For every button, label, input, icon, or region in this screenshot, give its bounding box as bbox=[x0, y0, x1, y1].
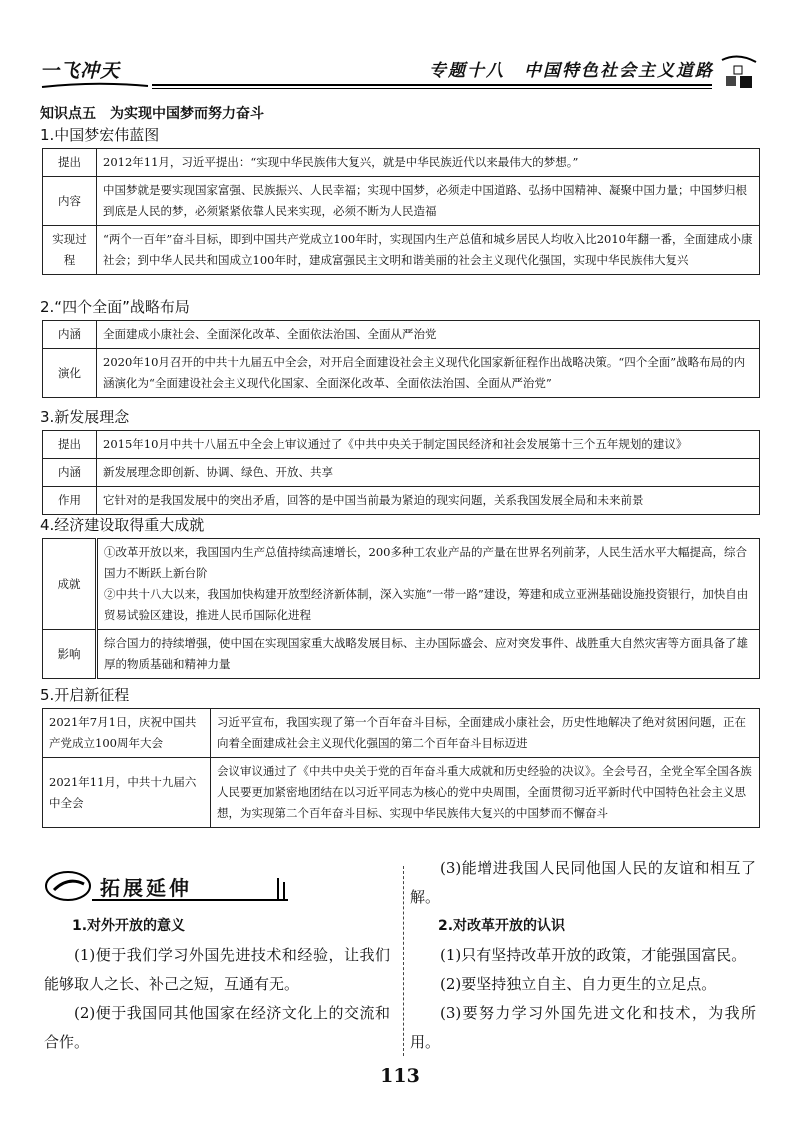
extension-heading: 2.对改革开放的认识 bbox=[438, 918, 566, 934]
brand-logo: 一飞冲天 bbox=[40, 60, 121, 82]
extension-paragraph: (3)能增进我国人民同他国人民的友谊和相互了解。 bbox=[410, 859, 756, 906]
section-title: 3.新发展理念 bbox=[40, 408, 130, 426]
page-header bbox=[40, 52, 760, 92]
row-label: 影响 bbox=[43, 630, 97, 679]
row-label: 作用 bbox=[43, 487, 97, 515]
column-divider bbox=[403, 866, 404, 1056]
row-label: 内容 bbox=[43, 177, 97, 226]
section-table bbox=[42, 708, 760, 828]
row-text: 全面建成小康社会、全面深化改革、全面依法治国、全面从严治党 bbox=[97, 321, 760, 349]
row-text: “两个一百年”奋斗目标，即到中国共产党成立100年时，实现国内生产总值和城乡居民人均收入比2010年翻一番，全面建成小康社会；到中华人民共和国成立100年时，建成富强民主文明和谐美丽的社会主义现代化强国，实现中华民族伟大复兴 bbox=[97, 226, 760, 275]
row-text: 新发展理念即创新、协调、绿色、开放、共享 bbox=[97, 459, 760, 487]
extension-paragraph: (2)便于我国同其他国家在经济文化上的交流和合作。 bbox=[44, 1004, 390, 1051]
table-row bbox=[43, 758, 760, 828]
row-label: 2021年7月1日，庆祝中国共产党成立100周年大会 bbox=[43, 709, 211, 758]
section-table bbox=[42, 320, 760, 398]
table-row bbox=[43, 630, 760, 679]
page-number: 113 bbox=[380, 1065, 420, 1087]
table-row bbox=[43, 177, 760, 226]
table-row bbox=[43, 459, 760, 487]
section-title: 1.中国梦宏伟蓝图 bbox=[40, 126, 160, 144]
row-label: 演化 bbox=[43, 349, 97, 398]
table-row bbox=[43, 431, 760, 459]
extension-paragraph: (3)要努力学习外国先进文化和技术，为我所用。 bbox=[410, 1004, 756, 1051]
row-text: 2020年10月召开的中共十九届五中全会，对开启全面建设社会主义现代化国家新征程作出战略决策。“四个全面”战略布局的内涵演化为“全面建设社会主义现代化国家、全面深化改革、全面依法治国、全面从严治党” bbox=[97, 349, 760, 398]
row-text: 2012年11月，习近平提出：“实现中华民族伟大复兴，就是中华民族近代以来最伟大的梦想。” bbox=[97, 149, 760, 177]
row-label: 实现过程 bbox=[43, 226, 97, 275]
header-title: 专题十八 中国特色社会主义道路 bbox=[429, 61, 714, 81]
table-row bbox=[43, 149, 760, 177]
row-label: 2021年11月，中共十九届六中全会 bbox=[43, 758, 211, 828]
table-row bbox=[43, 226, 760, 275]
row-label: 提出 bbox=[43, 149, 97, 177]
corner-decoration-icon bbox=[718, 52, 760, 92]
table-row bbox=[43, 487, 760, 515]
extension-heading: 1.对外开放的意义 bbox=[72, 918, 186, 934]
row-label: 内涵 bbox=[43, 321, 97, 349]
row-text: 中国梦就是要实现国家富强、民族振兴、人民幸福；实现中国梦，必须走中国道路、弘扬中国精神、凝聚中国力量；中国梦归根到底是人民的梦，必须紧紧依靠人民来实现，必须不断为人民造福 bbox=[97, 177, 760, 226]
extension-left-column bbox=[44, 912, 390, 1057]
achievement-item: ①改革开放以来，我国国内生产总值持续高速增长，200多种工农业产品的产量在世界名列前茅，人民生活水平大幅提高，综合国力不断跃上新台阶 bbox=[104, 545, 747, 580]
row-label: 提出 bbox=[43, 431, 97, 459]
table-row bbox=[43, 709, 760, 758]
section-table bbox=[42, 430, 760, 515]
extension-paragraph: (1)便于我们学习外国先进技术和经验，让我们能够取人之长、补己之短，互通有无。 bbox=[44, 946, 390, 993]
section-table bbox=[42, 148, 760, 275]
table-row bbox=[43, 321, 760, 349]
section-title: 5.开启新征程 bbox=[40, 686, 130, 704]
table-row bbox=[43, 349, 760, 398]
row-text: 2015年10月中共十八届五中全会上审议通过了《中共中央关于制定国民经济和社会发展第十三个五年规划的建议》 bbox=[97, 431, 760, 459]
achievement-item: ②中共十八大以来，我国加快构建开放型经济新体制，深入实施“一带一路”建设，筹建和成立亚洲基础设施投资银行，加快自由贸易试验区建设，推进人民币国际化进程 bbox=[104, 587, 749, 622]
extension-right-column bbox=[410, 854, 756, 1057]
row-text: 习近平宣布，我国实现了第一个百年奋斗目标，全面建成小康社会，历史性地解决了绝对贫困问题，正在向着全面建成社会主义现代化强国的第二个百年奋斗目标迈进 bbox=[211, 709, 760, 758]
row-text: 综合国力的持续增强，使中国在实现国家重大战略发展目标、主办国际盛会、应对突发事件、战胜重大自然灾害等方面具备了雄厚的物质基础和精神力量 bbox=[97, 630, 760, 679]
row-label: 内涵 bbox=[43, 459, 97, 487]
knowledge-point-title: 知识点五 为实现中国梦而努力奋斗 bbox=[40, 106, 264, 122]
row-label: 成就 bbox=[43, 539, 97, 630]
row-text: 会议审议通过了《中共中央关于党的百年奋斗重大成就和历史经验的决议》。全会号召，全党全军全国各族人民要更加紧密地团结在以习近平同志为核心的党中央周围，全面贯彻习近平新时代中国特色社会主义思想，为实现第二个百年奋斗目标、实现中华民族伟大复兴的中国梦而不懈奋斗 bbox=[211, 758, 760, 828]
header-rule bbox=[152, 84, 712, 86]
table-row bbox=[43, 539, 760, 630]
extension-paragraph: (2)要坚持独立自主、自力更生的立足点。 bbox=[440, 975, 717, 993]
row-text bbox=[97, 539, 760, 630]
row-text: 它针对的是我国发展中的突出矛盾，回答的是中国当前最为紧迫的现实问题，关系我国发展全局和未来前景 bbox=[97, 487, 760, 515]
section-title: 4.经济建设取得重大成就 bbox=[40, 516, 205, 534]
section-title: 2.“四个全面”战略布局 bbox=[40, 298, 190, 316]
brand-swoosh-icon bbox=[40, 82, 150, 90]
section-table bbox=[42, 538, 760, 679]
header-rule-thin bbox=[152, 88, 712, 89]
extension-paragraph: (1)只有坚持改革开放的政策，才能强国富民。 bbox=[440, 946, 747, 964]
extension-title: 拓展延伸 bbox=[100, 876, 192, 900]
